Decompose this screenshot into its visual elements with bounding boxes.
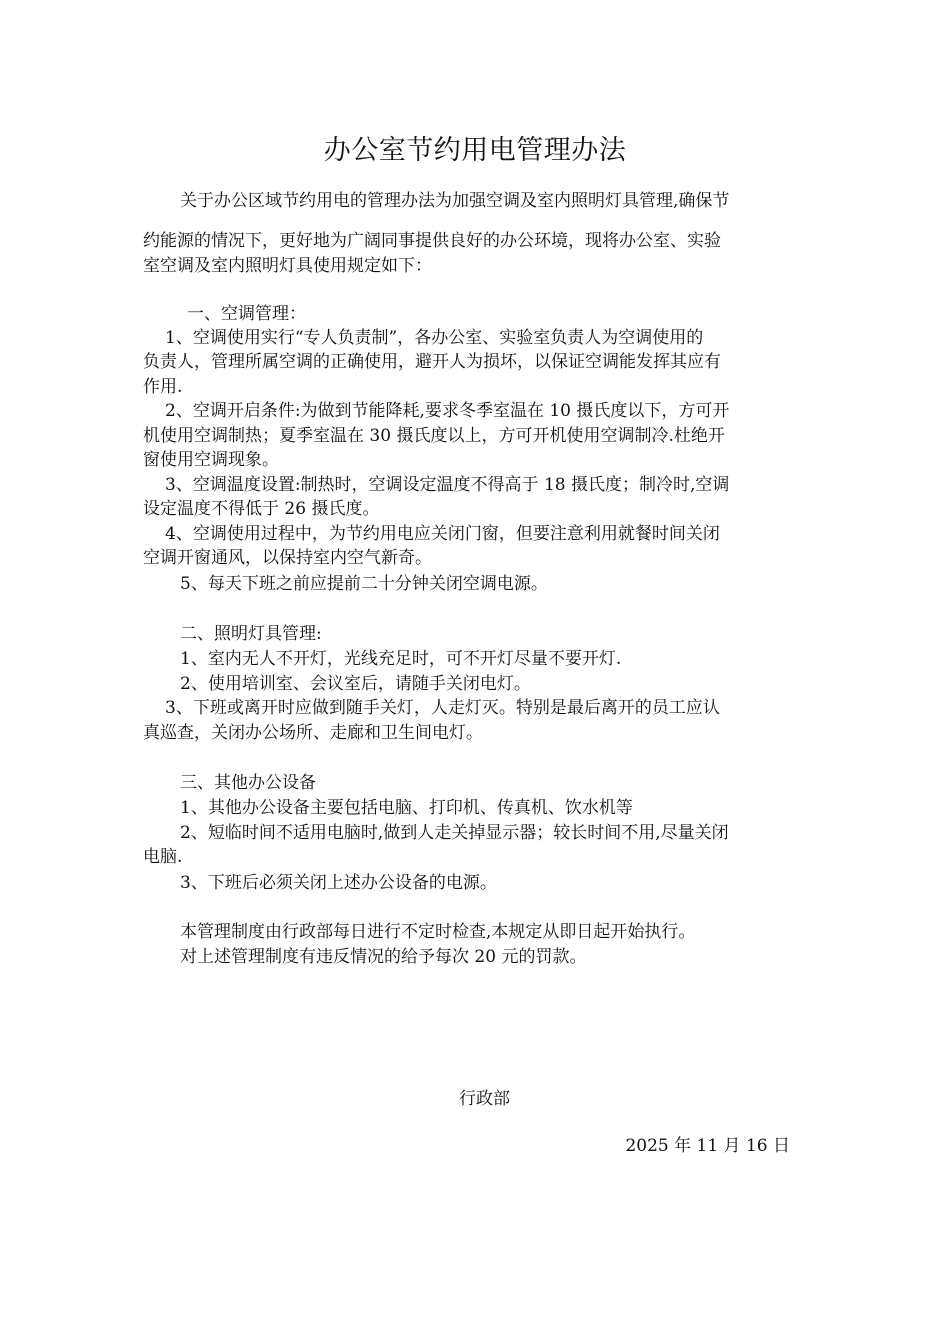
s2-item1: 1、室内无人不开灯，光线充足时，可不开灯尽量不要开灯. (180, 649, 622, 669)
intro-line-2: 约能源的情况下，更好地为广阔同事提供良好的办公环境，现将办公室、实验 (143, 231, 721, 251)
s3-item2-line2: 电脑. (143, 847, 183, 867)
document-title: 办公室节约用电管理办法 (323, 135, 627, 166)
s1-item1-line2: 负责人，管理所属空调的正确使用，避开人为损坏，以保证空调能发挥其应有 (143, 352, 721, 372)
closing-line-2: 对上述管理制度有违反情况的给予每次 20 元的罚款。 (180, 947, 587, 967)
s3-item3: 3、下班后必须关闭上述办公设备的电源。 (180, 873, 497, 893)
section1-heading: 一、空调管理： (187, 304, 306, 324)
s1-item1-line1: 1、空调使用实行“专人负责制”，各办公室、实验室负责人为空调使用的 (165, 328, 704, 348)
s1-item3-line1: 3、空调温度设置:制热时，空调设定温度不得高于 18 摄氏度；制冷时,空调 (165, 475, 730, 495)
closing-line-1: 本管理制度由行政部每日进行不定时检查,本规定从即日起开始执行。 (180, 922, 696, 942)
s1-item2-line3: 窗使用空调现象。 (143, 450, 279, 470)
intro-line-3: 室空调及室内照明灯具使用规定如下： (143, 256, 432, 276)
s1-item3-line2: 设定温度不得低于 26 摄氏度。 (143, 499, 380, 519)
section3-heading: 三、其他办公设备 (180, 773, 316, 793)
intro-heading: 关于办公区域节约用电的管理办法 (180, 191, 435, 211)
s1-item4-line2: 空调开窗通风，以保持室内空气新奇。 (143, 548, 432, 568)
s2-item2: 2、使用培训室、会议室后，请随手关闭电灯。 (180, 674, 531, 694)
s1-item5: 5、每天下班之前应提前二十分钟关闭空调电源。 (180, 574, 548, 594)
s3-item2-line1: 2、短临时间不适用电脑时,做到人走关掉显示器；较长时间不用,尽量关闭 (180, 823, 729, 843)
s2-item3-line2: 真巡查，关闭办公场所、走廊和卫生间电灯。 (143, 723, 483, 743)
section2-heading: 二、照明灯具管理: (180, 624, 322, 644)
s1-item1-line3: 作用. (143, 377, 183, 397)
s2-item3-line1: 3、下班或离开时应做到随手关灯，人走灯灭。特别是最后离开的员工应认 (165, 698, 720, 718)
s1-item2-line1: 2、空调开启条件:为做到节能降耗,要求冬季室温在 10 摄氏度以下，方可开 (165, 401, 730, 421)
signature-department: 行政部 (459, 1089, 510, 1109)
intro-line1-rest: 为加强空调及室内照明灯具管理,确保节 (435, 191, 730, 211)
s3-item1: 1、其他办公设备主要包括电脑、打印机、传真机、饮水机等 (180, 798, 633, 818)
intro-first-line (180, 189, 729, 213)
signature-date: 2025 年 11 月 16 日 (625, 1136, 790, 1156)
s1-item2-line2: 机使用空调制热；夏季室温在 30 摄氏度以上，方可开机使用空调制冷.杜绝开 (143, 426, 725, 446)
s1-item4-line1: 4、空调使用过程中，为节约用电应关闭门窗，但要注意利用就餐时间关闭 (165, 524, 720, 544)
